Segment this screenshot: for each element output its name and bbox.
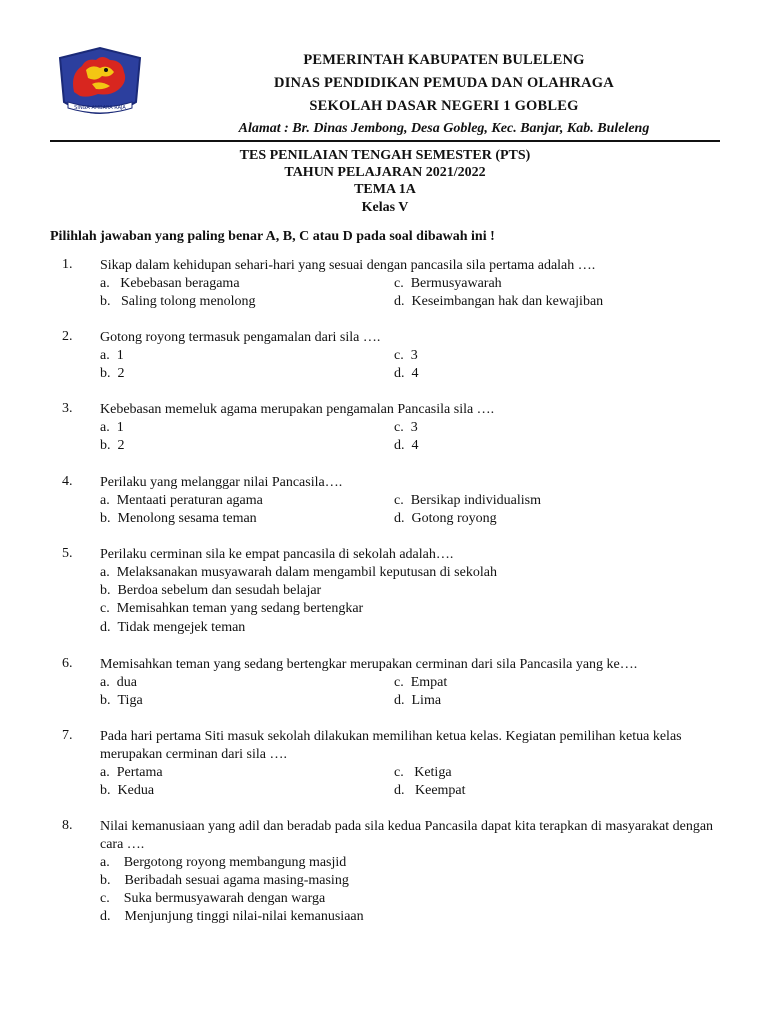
header-department: DINAS PENDIDIKAN PEMUDA DAN OLAHRAGA <box>274 75 614 91</box>
option-c: c. Suka bermusyawarah dengan warga <box>100 891 326 906</box>
option-c: c. Empat <box>394 675 448 690</box>
question-text: Kebebasan memeluk agama merupakan pengamalan Pancasila sila …. <box>100 402 495 417</box>
instruction: Pilihlah jawaban yang paling benar A, B, C atau D pada soal dibawah ini ! <box>50 229 495 244</box>
option-a: a. Melaksanakan musyawarah dalam mengambil keputusan di sekolah <box>100 565 497 580</box>
question-number: 6. <box>62 656 73 671</box>
option-b: b. Saling tolong menolong <box>100 294 256 309</box>
header-government: PEMERINTAH KABUPATEN BULELENG <box>303 52 585 68</box>
option-d: d. Menjunjung tinggi nilai-nilai kemanusiaan <box>100 909 364 924</box>
svg-text:SINGA AMBARA RAJA: SINGA AMBARA RAJA <box>74 105 126 111</box>
header-rule <box>50 140 720 142</box>
buleleng-logo <box>52 44 148 124</box>
question-number: 3. <box>62 401 73 416</box>
question-number: 1. <box>62 257 73 272</box>
question-number: 4. <box>62 474 73 489</box>
option-d: d. Keseimbangan hak dan kewajiban <box>394 294 604 309</box>
option-c: c. Bersikap individualism <box>394 493 541 508</box>
option-d: d. Tidak mengejek teman <box>100 620 246 635</box>
option-c: c. 3 <box>394 420 418 435</box>
class-level: Kelas V <box>361 200 409 215</box>
question-text: Sikap dalam kehidupan sehari-hari yang sesuai dengan pancasila sila pertama adalah …. <box>100 258 596 273</box>
option-a: a. 1 <box>100 348 124 363</box>
option-b: b. 2 <box>100 438 125 453</box>
option-d: d. 4 <box>394 438 419 453</box>
question-number: 5. <box>62 546 73 561</box>
option-b: b. Tiga <box>100 693 143 708</box>
option-d: d. Lima <box>394 693 442 708</box>
question-number: 2. <box>62 329 73 344</box>
theme: TEMA 1A <box>354 182 416 197</box>
option-a: a. Pertama <box>100 765 163 780</box>
option-b: b. 2 <box>100 366 125 381</box>
exam-title: TES PENILAIAN TENGAH SEMESTER (PTS) <box>239 148 531 163</box>
option-b: b. Beribadah sesuai agama masing-masing <box>100 873 349 888</box>
question-text: Gotong royong termasuk pengamalan dari sila …. <box>100 330 381 345</box>
option-a: a. Bergotong royong membangung masjid <box>100 855 347 870</box>
question-text: Pada hari pertama Siti masuk sekolah dilakukan memilihan ketua kelas. Kegiatan pemilihan ketua kelas merupakan cerminan dari sila …. <box>100 729 682 762</box>
question-text: Nilai kemanusiaan yang adil dan beradab pada sila kedua Pancasila dapat kita terapkan di masyarakat dengan cara …. <box>100 819 714 852</box>
option-d: d. 4 <box>394 366 419 381</box>
option-b: b. Menolong sesama teman <box>100 511 257 526</box>
option-a: a. Kebebasan beragama <box>100 276 240 291</box>
question-number: 8. <box>62 818 73 833</box>
option-a: a. Mentaati peraturan agama <box>100 493 263 508</box>
question-number: 7. <box>62 728 73 743</box>
option-c: c. Memisahkan teman yang sedang bertengkar <box>100 601 364 616</box>
header-school: SEKOLAH DASAR NEGERI 1 GOBLEG <box>309 98 579 114</box>
option-d: d. Keempat <box>394 783 466 798</box>
option-c: c. Ketiga <box>394 765 452 780</box>
header-address: Alamat : Br. Dinas Jembong, Desa Gobleg, Kec. Banjar, Kab. Buleleng <box>238 121 650 136</box>
question-text: Perilaku yang melanggar nilai Pancasila…. <box>100 475 343 490</box>
option-b: b. Kedua <box>100 783 155 798</box>
option-c: c. Bermusyawarah <box>394 276 502 291</box>
academic-year: TAHUN PELAJARAN 2021/2022 <box>284 165 486 180</box>
option-c: c. 3 <box>394 348 418 363</box>
option-b: b. Berdoa sebelum dan sesudah belajar <box>100 583 322 598</box>
question-text: Memisahkan teman yang sedang bertengkar merupakan cerminan dari sila Pancasila yang ke…. <box>100 657 638 672</box>
option-d: d. Gotong royong <box>394 511 497 526</box>
option-a: a. 1 <box>100 420 124 435</box>
question-text: Perilaku cerminan sila ke empat pancasila di sekolah adalah…. <box>100 547 454 562</box>
option-a: a. dua <box>100 675 137 690</box>
